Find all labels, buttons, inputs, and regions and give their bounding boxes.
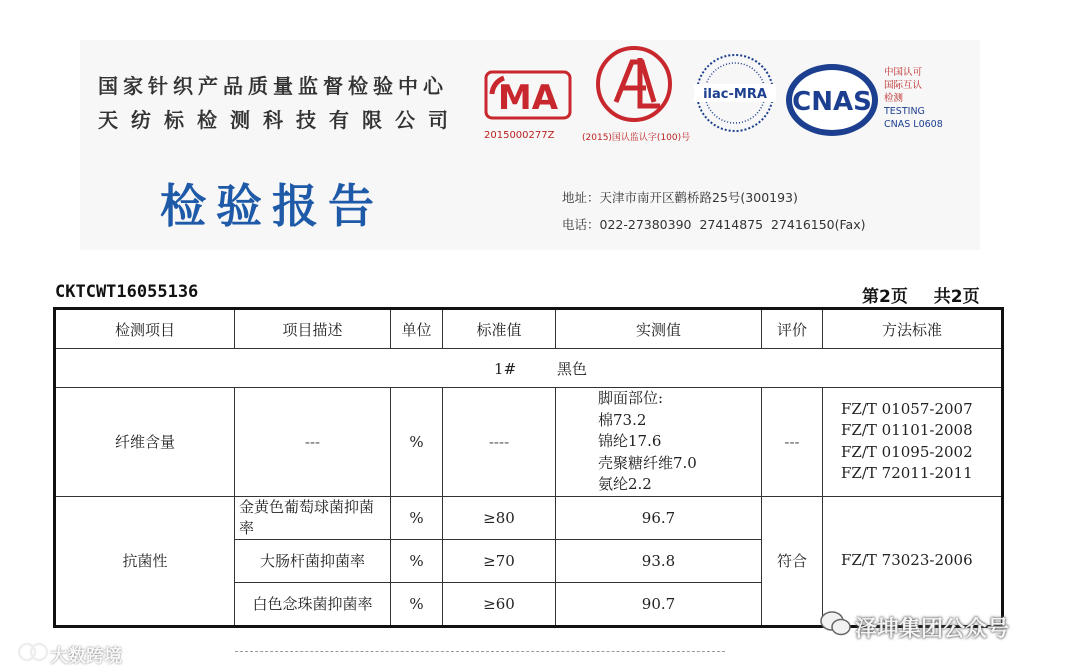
header-cell: 项目描述 (235, 309, 391, 349)
method-line: FZ/T 72011-2011 (841, 464, 973, 483)
watermark-left: 大数跨境 (50, 646, 122, 667)
fiber-measured (556, 388, 762, 497)
antibacterial-unit: % (391, 539, 443, 582)
measured-line: 棉73.2 (598, 410, 647, 429)
header-cell: 标准值 (443, 309, 556, 349)
phone: 电话：022-27380390 27414875 27416150(Fax) (562, 217, 866, 232)
fiber-item: 纤维含量 (55, 388, 235, 497)
method-line: FZ/T 01101-2008 (841, 421, 973, 440)
sample-row (55, 349, 1003, 388)
address: 地址：天津市南开区鹳桥路25号(300193) (562, 190, 798, 205)
svg-text:MA: MA (497, 78, 559, 118)
antibacterial-unit: % (391, 582, 443, 626)
header-cell: 实测值 (556, 309, 762, 349)
antibacterial-standard: ≥70 (443, 539, 556, 582)
antibacterial-measured: 90.7 (556, 582, 762, 626)
cnas-logo-icon (784, 62, 880, 138)
cnas-line: CNAS L0608 (884, 119, 943, 130)
report-number: CKTCWT16055136 (55, 282, 199, 302)
measured-line: 氨纶2.2 (598, 475, 652, 493)
sample-id: 1# (494, 359, 517, 378)
fiber-evaluation: --- (762, 388, 823, 497)
cnas-info (884, 66, 964, 131)
svg-text:CNAS: CNAS (792, 87, 872, 117)
antibacterial-standard: ≥80 (443, 496, 556, 539)
brand-logo-icon (18, 640, 48, 664)
antibacterial-evaluation: 符合 (762, 496, 823, 626)
cal-number: (2015)国认监认字(100)号 (582, 133, 691, 143)
cnas-line: TESTING (884, 106, 925, 117)
cnas-line: 检测 (884, 93, 904, 104)
header-cell: 检测项目 (55, 309, 235, 349)
measured-line: 壳聚糖纤维7.0 (598, 453, 697, 472)
sample-cell (55, 349, 1003, 388)
table-row (55, 388, 1003, 497)
header-cell: 单位 (391, 309, 443, 349)
report-title: 检验报告 (160, 179, 384, 233)
antibacterial-desc: 大肠杆菌抑菌率 (235, 539, 391, 582)
svg-text:ilac-MRA: ilac-MRA (703, 87, 767, 102)
method-line: FZ/T 01057-2007 (841, 399, 973, 418)
cnas-line: 中国认可 (884, 67, 923, 78)
org-name-line2: 天纺标检测科技有限公司 (98, 108, 461, 132)
wechat-icon (820, 610, 852, 638)
cal-logo-icon (594, 44, 674, 124)
antibacterial-measured: 93.8 (556, 539, 762, 582)
header-cell: 方法标准 (823, 309, 1003, 349)
watermark-right: 泽坤集团公众号 (855, 617, 1010, 642)
divider (235, 651, 725, 652)
sample-color: 黑色 (556, 359, 587, 378)
antibacterial-desc: 金黄色葡萄球菌抑菌率 (235, 496, 391, 539)
ilac-mra-logo-icon (694, 50, 776, 136)
fiber-desc: --- (235, 388, 391, 497)
method-line: FZ/T 01095-2002 (841, 442, 973, 461)
fiber-unit: % (391, 388, 443, 497)
antibacterial-method: FZ/T 73023-2006 (823, 496, 1003, 626)
antibacterial-standard: ≥60 (443, 582, 556, 626)
cma-logo-icon (484, 66, 572, 124)
header-cell: 评价 (762, 309, 823, 349)
measured-line: 脚面部位: (598, 389, 664, 407)
antibacterial-desc: 白色念珠菌抑菌率 (235, 582, 391, 626)
table-row (55, 496, 1003, 539)
antibacterial-measured: 96.7 (556, 496, 762, 539)
table-header-row (55, 309, 1003, 349)
org-name-line1: 国家针织产品质量监督检验中心 (98, 74, 448, 98)
fiber-methods (823, 388, 1003, 497)
fiber-standard: ---- (443, 388, 556, 497)
measured-line: 锦纶17.6 (598, 432, 662, 450)
antibacterial-item: 抗菌性 (55, 496, 235, 626)
page-info: 第2页 共2页 (862, 287, 980, 307)
cma-number: 2015000277Z (484, 130, 555, 141)
antibacterial-unit: % (391, 496, 443, 539)
cnas-line: 国际互认 (884, 80, 923, 91)
results-table (53, 307, 1004, 628)
